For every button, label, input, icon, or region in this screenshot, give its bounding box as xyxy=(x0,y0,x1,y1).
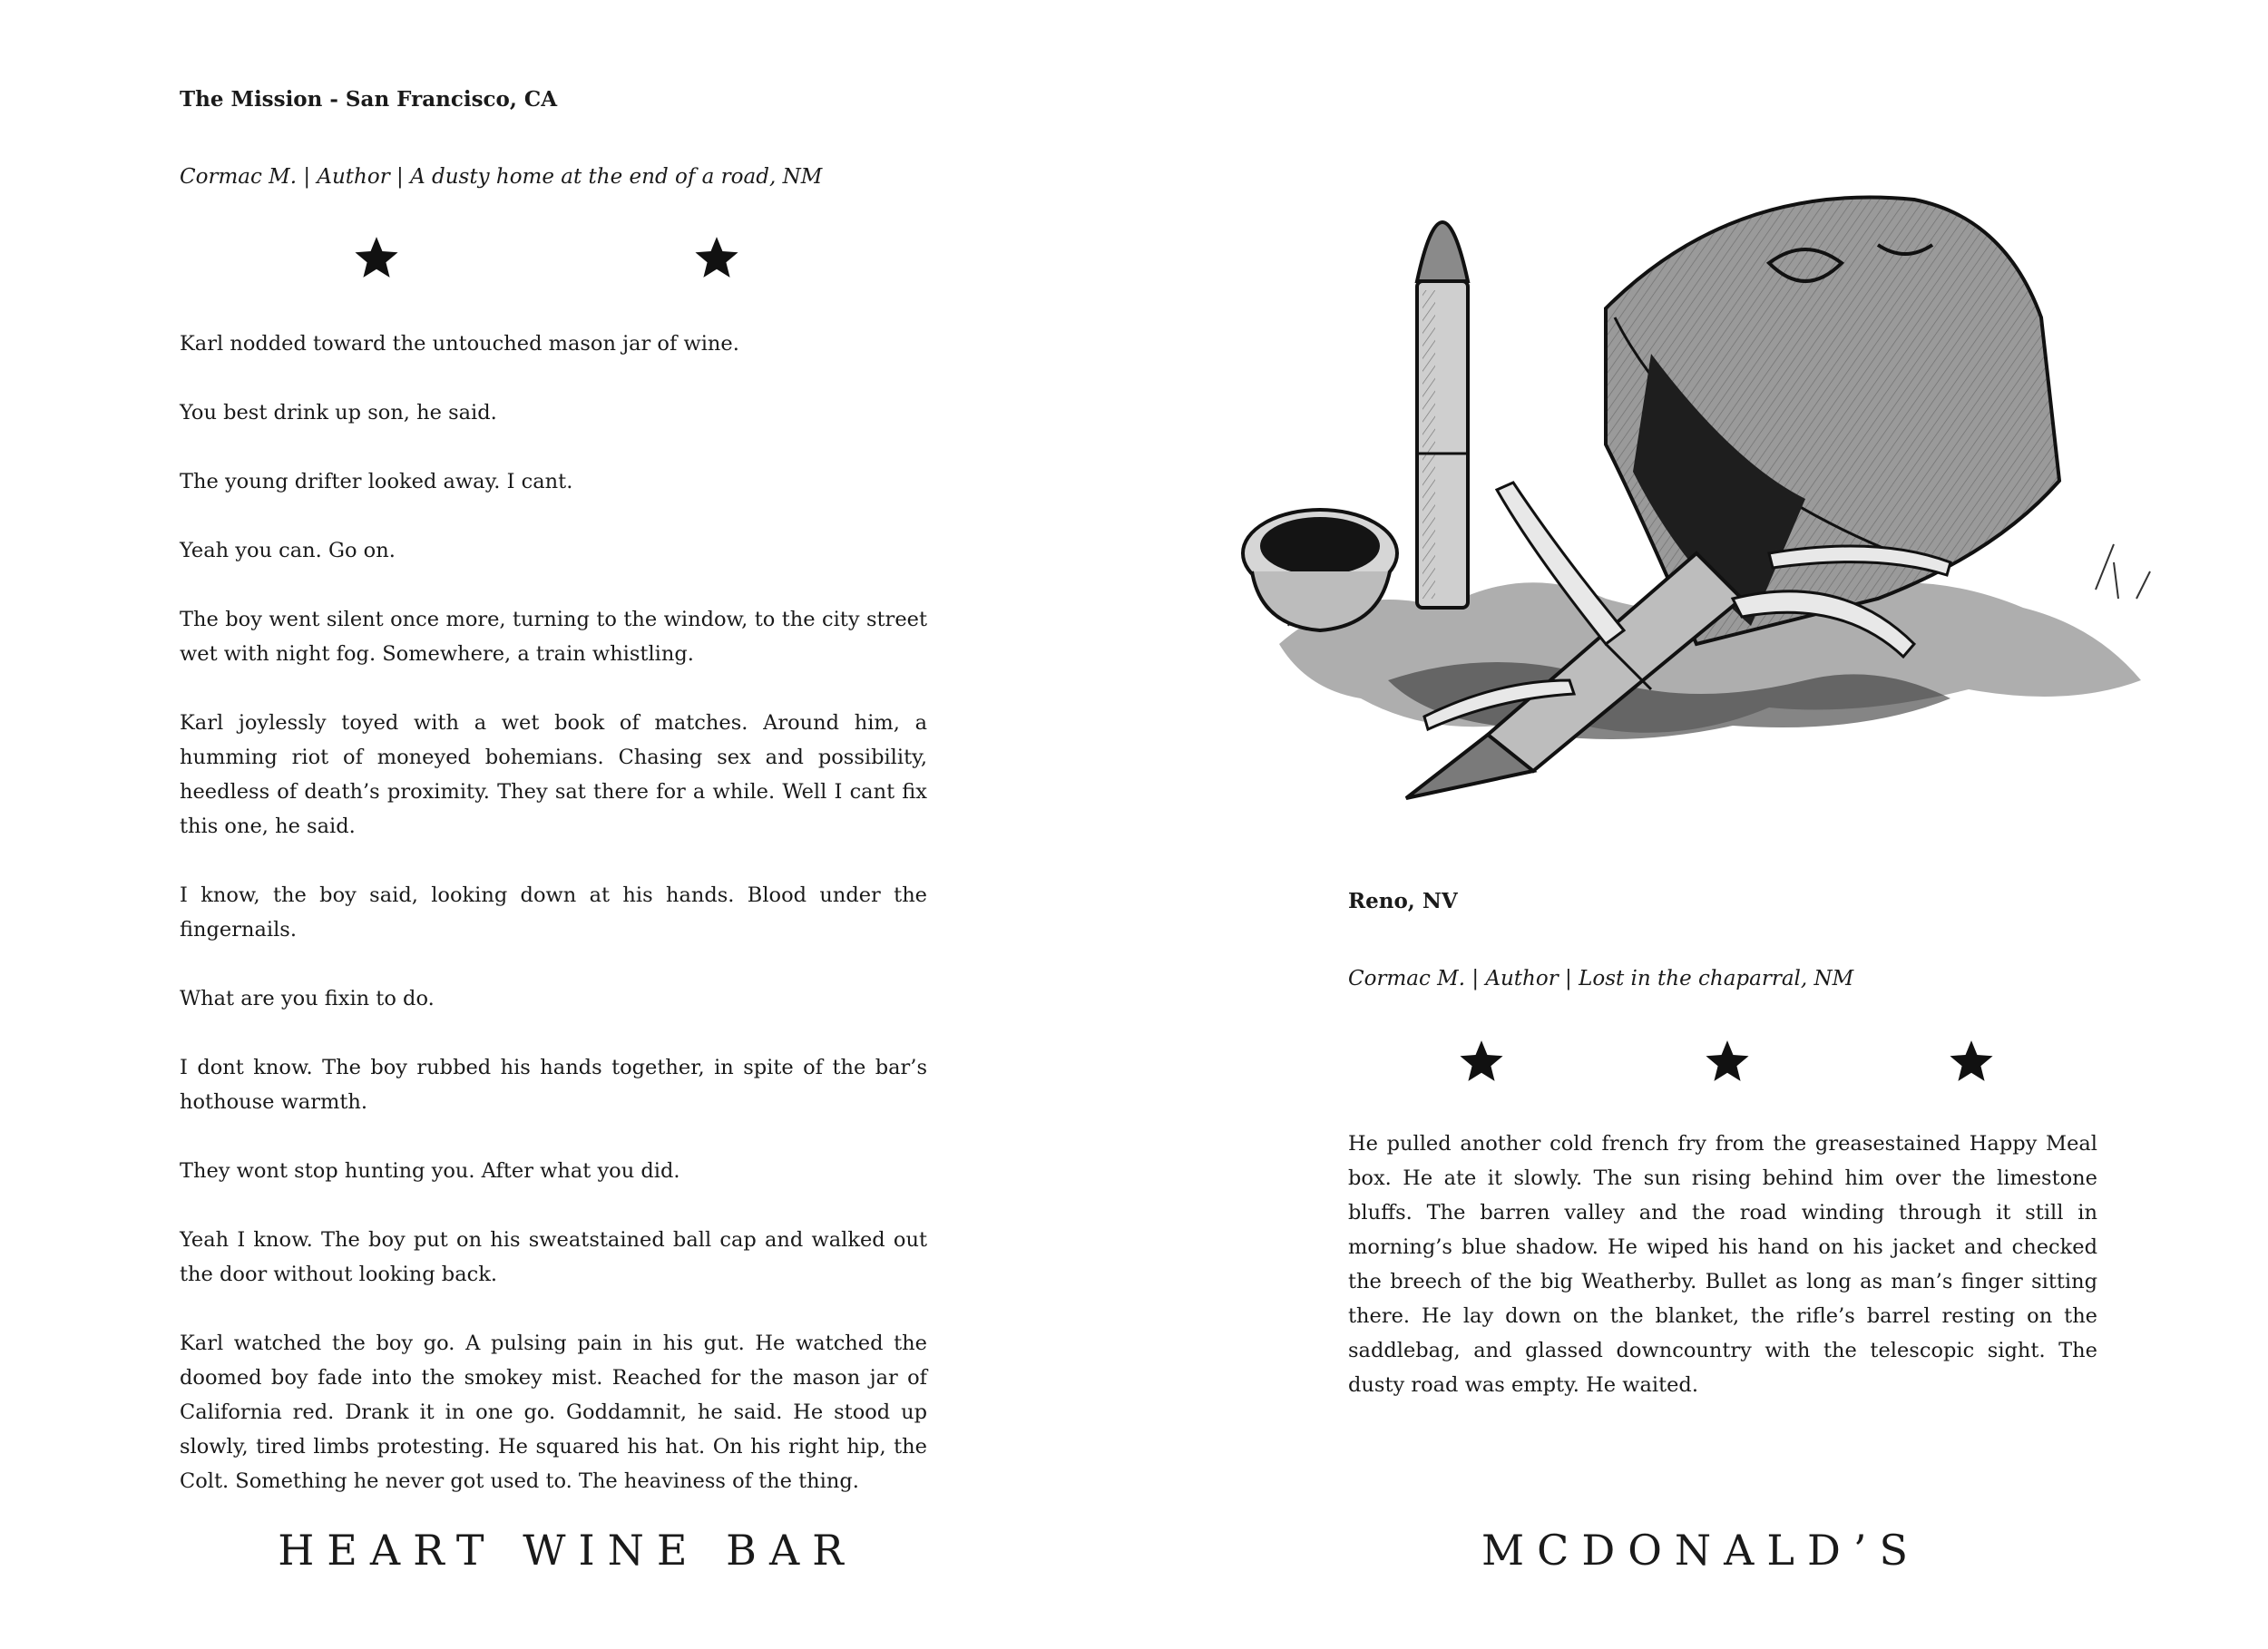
star-icon xyxy=(354,234,399,279)
left-byline: Cormac M. | Author | A dusty home at the end of a road, NM xyxy=(180,165,823,189)
right-story xyxy=(1348,1127,2097,1402)
left-star-rating xyxy=(0,234,1134,288)
fries-and-bullets-illustration xyxy=(1225,172,2186,825)
right-star-rating xyxy=(1134,1038,2268,1092)
story-paragraph: He pulled another cold french fry from the greasestained Happy Meal box. He ate it slowly. The sun rising behind him over the limestone bluffs. The barren valley and the road winding through it still in morning’s blue shadow. He wiped his hand on his jacket and checked the breech of the big Weatherby. Bullet as long as man’s finger sitting there. He lay down on the blanket, the rifle’s barrel resting on the saddlebag, and glassed downcountry with the telescopic sight. The dusty road was empty. He waited. xyxy=(1348,1132,2097,1397)
story-paragraph: I know, the boy said, looking down at his hands. Blood under the fingernails. xyxy=(180,883,927,942)
star-icon xyxy=(1459,1038,1504,1083)
story-paragraph: The boy went silent once more, turning to the window, to the city street wet with night fog. Somewhere, a train whistling. xyxy=(180,608,927,666)
left-story xyxy=(180,327,927,1498)
story-paragraph: Karl joylessly toyed with a wet book of matches. Around him, a humming riot of moneyed bohemians. Chasing sex and possibility, heedless of death’s proximity. They sat there for a while. Well I cant fix this one, he said. xyxy=(180,711,927,838)
right-location-heading: Reno, NV xyxy=(1348,889,1458,913)
story-paragraph: Karl watched the boy go. A pulsing pain in his gut. He watched the doomed boy fade into the smokey mist. Reached for the mason jar of California red. Drank it in one go. Goddamnit, he said. He stood up slowly, tired limbs protesting. He squared his hat. On his right hip, the Colt. Something he never got used to. The heaviness of the thing. xyxy=(180,1332,927,1493)
story-paragraph: Yeah I know. The boy put on his sweatstained ball cap and walked out the door without looking back. xyxy=(180,1228,927,1286)
story-paragraph: What are you fixin to do. xyxy=(180,987,435,1010)
left-location-heading: The Mission - San Francisco, CA xyxy=(180,87,558,112)
star-icon xyxy=(694,234,739,279)
right-byline: Cormac M. | Author | Lost in the chaparral, NM xyxy=(1348,967,1854,990)
right-page xyxy=(1134,0,2268,1649)
story-paragraph: Karl nodded toward the untouched mason jar of wine. xyxy=(180,332,739,356)
star-icon xyxy=(1949,1038,1994,1083)
left-venue-name: HEART WINE BAR xyxy=(278,1526,856,1575)
story-paragraph: They wont stop hunting you. After what you did. xyxy=(180,1159,680,1183)
story-paragraph: Yeah you can. Go on. xyxy=(180,539,396,562)
star-icon xyxy=(1705,1038,1750,1083)
story-paragraph: You best drink up son, he said. xyxy=(180,401,497,424)
story-paragraph: The young drifter looked away. I cant. xyxy=(180,470,573,493)
story-paragraph: I dont know. The boy rubbed his hands together, in spite of the bar’s hothouse warmth. xyxy=(180,1056,927,1114)
right-venue-name: MCDONALD’S xyxy=(1481,1526,1921,1575)
